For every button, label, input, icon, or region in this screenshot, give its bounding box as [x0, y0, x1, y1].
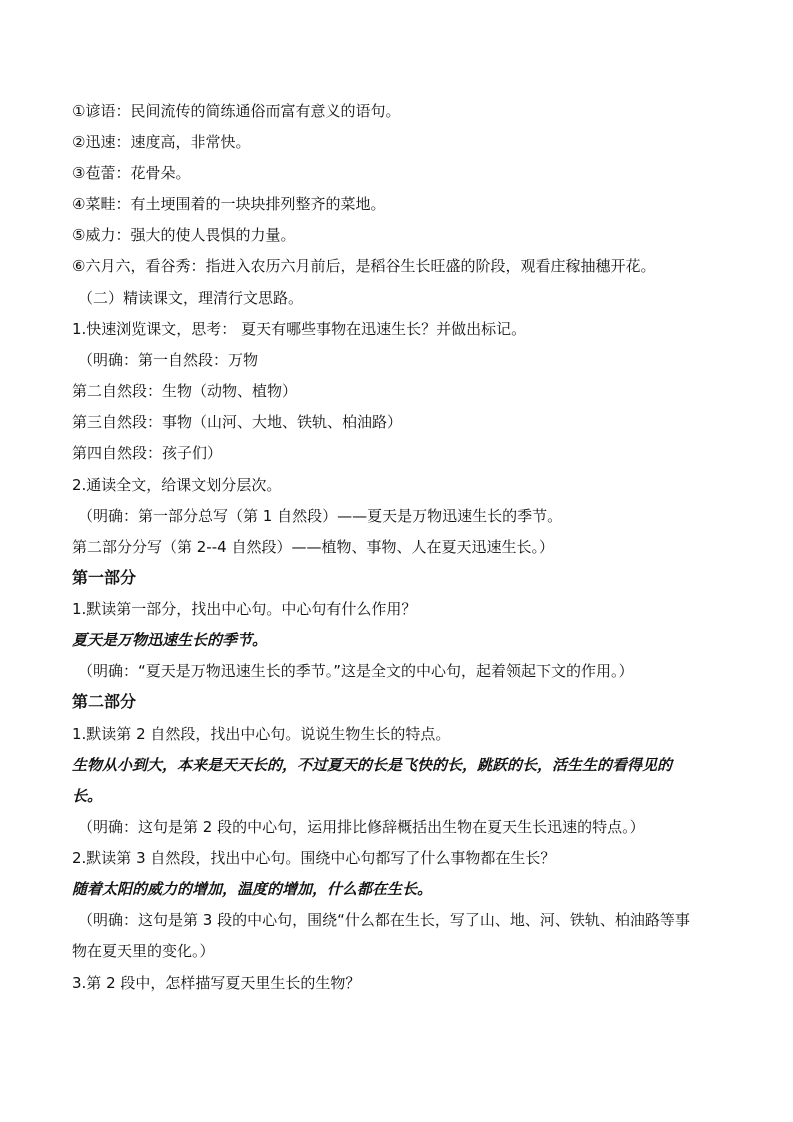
answer-text: 第二部分分写（第 2--4 自然段）——植物、事物、人在夏天迅速生长。） [72, 538, 554, 556]
vocab-item-6: ⑥六月六，看谷秀：指进入农历六月前后，是稻谷生长旺盛的阶段，观看庄稼抽穗开花。 [72, 257, 656, 275]
answer-text: （明确：第一部分总写（第 1 自然段）——夏天是万物迅速生长的季节。 [78, 507, 563, 525]
answer-text: 第二自然段：生物（动物、植物） [72, 382, 298, 400]
answer-text: （明确：“夏天是万物迅速生长的季节。”这是全文的中心句，起着领起下文的作用。） [78, 662, 634, 680]
key-sentence: 随着太阳的威力的增加，温度的增加，什么都在生长。 [72, 880, 433, 898]
answer-text: 第三自然段：事物（山河、大地、铁轨、柏油路） [72, 413, 403, 431]
question-text: 2.默读第 3 自然段，找出中心句。围绕中心句都写了什么事物都在生长？ [72, 849, 556, 867]
question-text: 1.快速浏览课文，思考： 夏天有哪些事物在迅速生长？并做出标记。 [72, 320, 527, 338]
answer-text: （明确：第一自然段：万物 [78, 351, 259, 369]
section-heading: （二）精读课文，理清行文思路。 [78, 289, 304, 307]
vocab-item-2: ②迅速：速度高，非常快。 [72, 133, 251, 151]
vocab-item-1: ①谚语：民间流传的简练通俗而富有意义的语句。 [72, 102, 401, 120]
question-text: 1.默读第 2 自然段，找出中心句。说说生物生长的特点。 [72, 725, 451, 743]
key-sentence: 夏天是万物迅速生长的季节。 [72, 631, 268, 649]
answer-text: 第四自然段：孩子们） [72, 444, 223, 462]
key-sentence: 长。 [72, 787, 103, 805]
answer-text: （明确：这句是第 2 段的中心句，运用排比修辞概括出生物在夏天生长迅速的特点。） [78, 818, 645, 836]
key-sentence: 生物从小到大，本来是天天长的，不过夏天的长是飞快的长，跳跃的长，活生生的看得见的 [72, 756, 673, 774]
vocab-item-4: ④菜畦：有土埂围着的一块块排列整齐的菜地。 [72, 195, 386, 213]
question-text: 3.第 2 段中，怎样描写夏天里生长的生物？ [72, 974, 361, 992]
question-text: 1.默读第一部分，找出中心句。中心句有什么作用？ [72, 600, 417, 618]
answer-text: 物在夏天里的变化。） [72, 942, 215, 960]
part-heading: 第二部分 [72, 692, 137, 711]
question-text: 2.通读全文，给课文划分层次。 [72, 476, 282, 494]
answer-text: （明确：这句是第 3 段的中心句，围绕“什么都在生长，写了山、地、河、铁轨、柏油路等事 [78, 911, 690, 929]
vocab-item-3: ③苞蕾：花骨朵。 [72, 164, 191, 182]
part-heading: 第一部分 [72, 568, 137, 587]
vocab-item-5: ⑤威力：强大的使人畏惧的力量。 [72, 226, 296, 244]
